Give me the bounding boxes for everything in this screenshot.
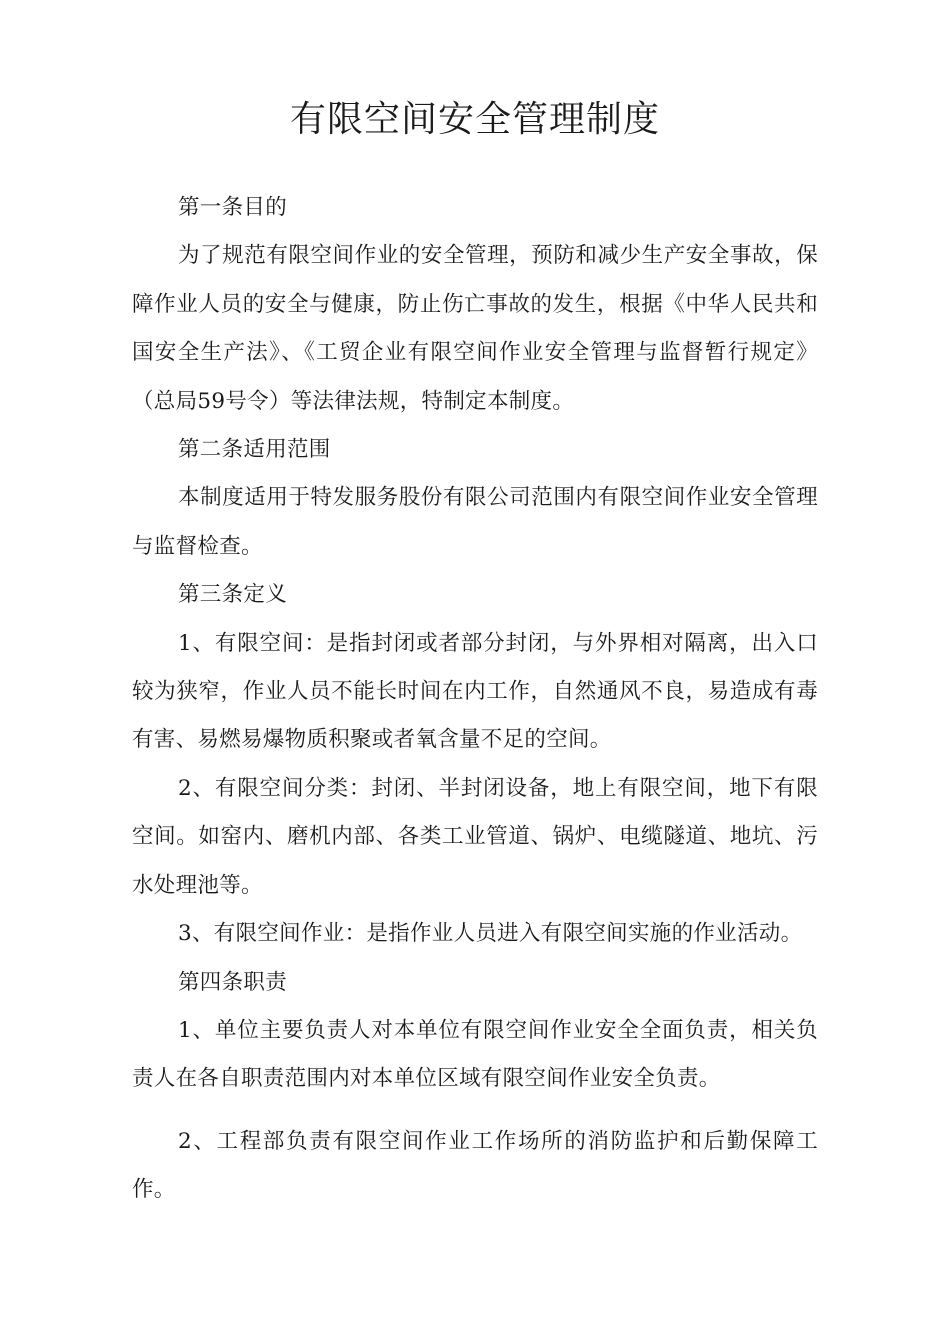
document-title: 有限空间安全管理制度 bbox=[289, 99, 660, 140]
article-3-heading: 第三条定义 bbox=[178, 582, 288, 608]
duty-item-2: 2、工程部负责有限空间作业工作场所的消防监护和后勤保障工作。 bbox=[132, 1128, 818, 1203]
definition-item-2: 2、有限空间分类：封闭、半封闭设备，地上有限空间，地下有限空间。如窑内、磨机内部、各类工业管道、锅炉、电缆隧道、地坑、污水处理池等。 bbox=[132, 775, 818, 898]
document-body bbox=[132, 184, 818, 1215]
article-1-heading: 第一条目的 bbox=[178, 195, 288, 220]
definition-item-1: 1、有限空间：是指封闭或者部分封闭，与外界相对隔离，出入口较为狭窄，作业人员不能长时间在内工作，自然通风不良，易造成有毒有害、易燃易爆物质积聚或者氧含量不足的空间。 bbox=[132, 630, 818, 753]
article-4-heading: 第四条职责 bbox=[178, 969, 288, 995]
duty-item-1: 1、单位主要负责人对本单位有限空间作业安全全面负责，相关负责人在各自职责范围内对本单位区域有限空间作业安全负责。 bbox=[132, 1017, 818, 1092]
article-1-text: 为了规范有限空间作业的安全管理，预防和减少生产安全事故，保障作业人员的安全与健康，防止伤亡事故的发生，根据《中华人民共和国安全生产法》、《工贸企业有限空间作业安全管理与监督暂行规定》（总局59号令）等法律法规，特制定本制度。 bbox=[132, 243, 818, 414]
definition-item-3: 3、有限空间作业：是指作业人员进入有限空间实施的作业活动。 bbox=[178, 921, 803, 947]
article-2-text: 本制度适用于特发服务股份有限公司范围内有限空间作业安全管理与监督检查。 bbox=[132, 485, 818, 559]
article-2-heading: 第二条适用范围 bbox=[178, 437, 331, 463]
